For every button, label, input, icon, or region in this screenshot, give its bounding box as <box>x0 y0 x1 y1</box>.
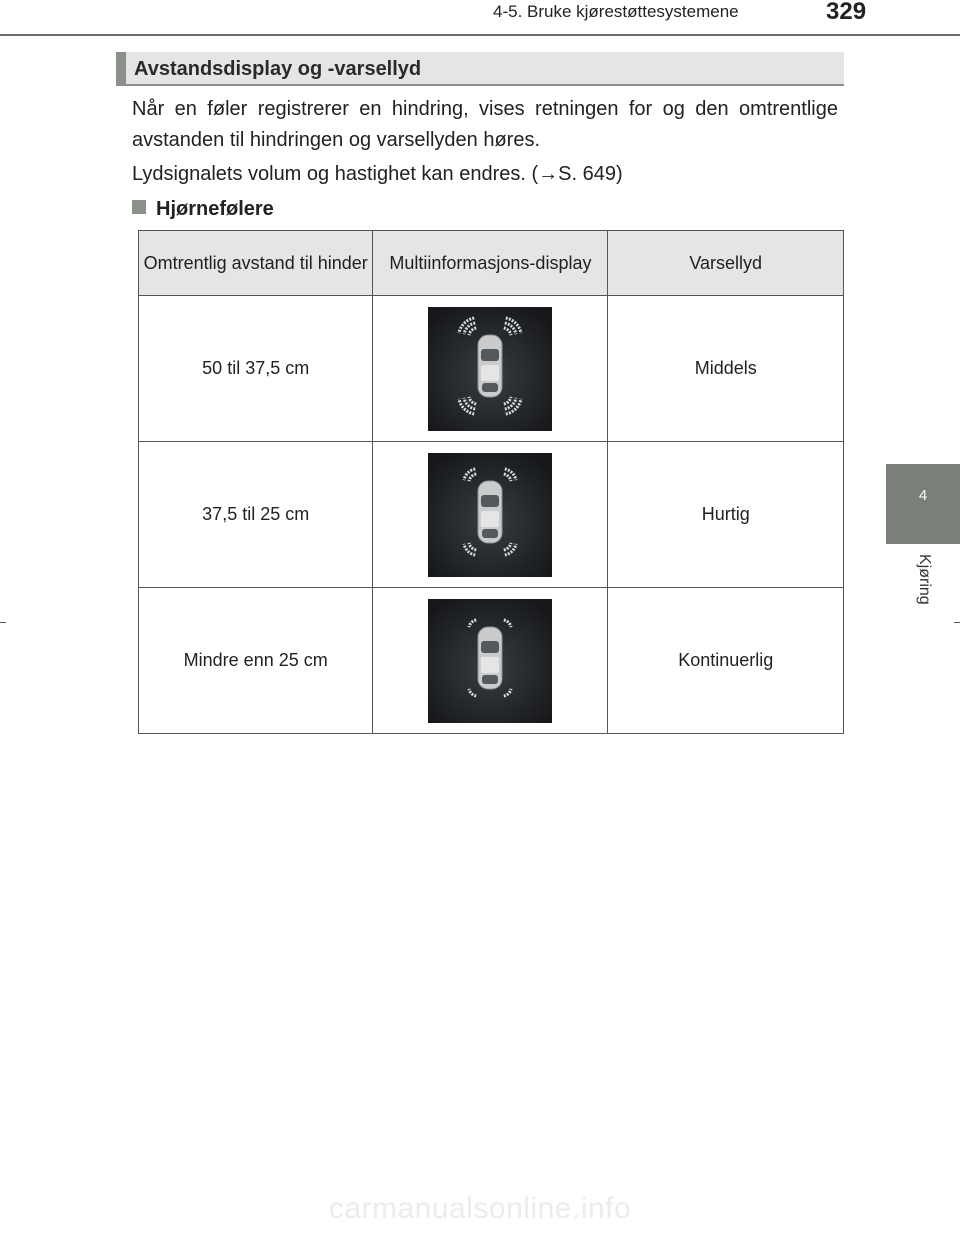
distance-cell: 50 til 37,5 cm <box>139 296 373 442</box>
distance-table <box>138 230 844 734</box>
table-row <box>139 296 844 442</box>
car-top-view <box>478 481 502 543</box>
sound-cell: Middels <box>608 296 844 442</box>
table-header-row <box>139 231 844 296</box>
intro-paragraph: Når en føler registrerer en hindring, vises retningen for og den omtrentlige avstanden til hindringen og varsellyden høres. <box>132 98 838 151</box>
section-heading-box <box>116 52 844 86</box>
car-corner-sensor-display-icon <box>428 599 552 723</box>
crop-mark-left <box>0 622 6 623</box>
watermark: carmanualsonline.info <box>328 1192 632 1225</box>
chapter-label: Kjøring <box>916 554 933 605</box>
chapter-label-container <box>886 548 960 628</box>
subheading-text: Hjørnefølere <box>156 198 274 220</box>
display-cell <box>373 442 608 588</box>
distance-cell: Mindre enn 25 cm <box>139 588 373 734</box>
distance-cell: 37,5 til 25 cm <box>139 442 373 588</box>
display-cell <box>373 296 608 442</box>
page-number: 329 <box>826 0 867 25</box>
header-rule <box>0 34 960 36</box>
chapter-number: 4 <box>918 487 928 504</box>
car-top-view <box>478 627 502 689</box>
header-section-title: 4-5. Bruke kjørestøttesystemene <box>493 2 739 21</box>
section-heading: Avstandsdisplay og -varsellyd <box>134 58 422 80</box>
table-header-distance: Omtrentlig avstand til hinder <box>139 231 373 296</box>
car-top-view <box>478 335 502 397</box>
car-corner-sensor-display-icon <box>428 307 552 431</box>
sound-cell: Hurtig <box>608 442 844 588</box>
bullet-square-icon <box>132 200 146 214</box>
chapter-tab <box>886 464 960 544</box>
table-header-sound: Varsellyd <box>608 231 844 296</box>
table-header-display: Multiinformasjons-display <box>373 231 608 296</box>
table-row <box>139 588 844 734</box>
sound-cell: Kontinuerlig <box>608 588 844 734</box>
volume-paragraph: Lydsignalets volum og hastighet kan endres. (→S. 649) <box>132 163 623 185</box>
display-cell <box>373 588 608 734</box>
crop-mark-right <box>954 622 960 623</box>
car-corner-sensor-display-icon <box>428 453 552 577</box>
table-row <box>139 442 844 588</box>
subheading <box>132 198 274 221</box>
